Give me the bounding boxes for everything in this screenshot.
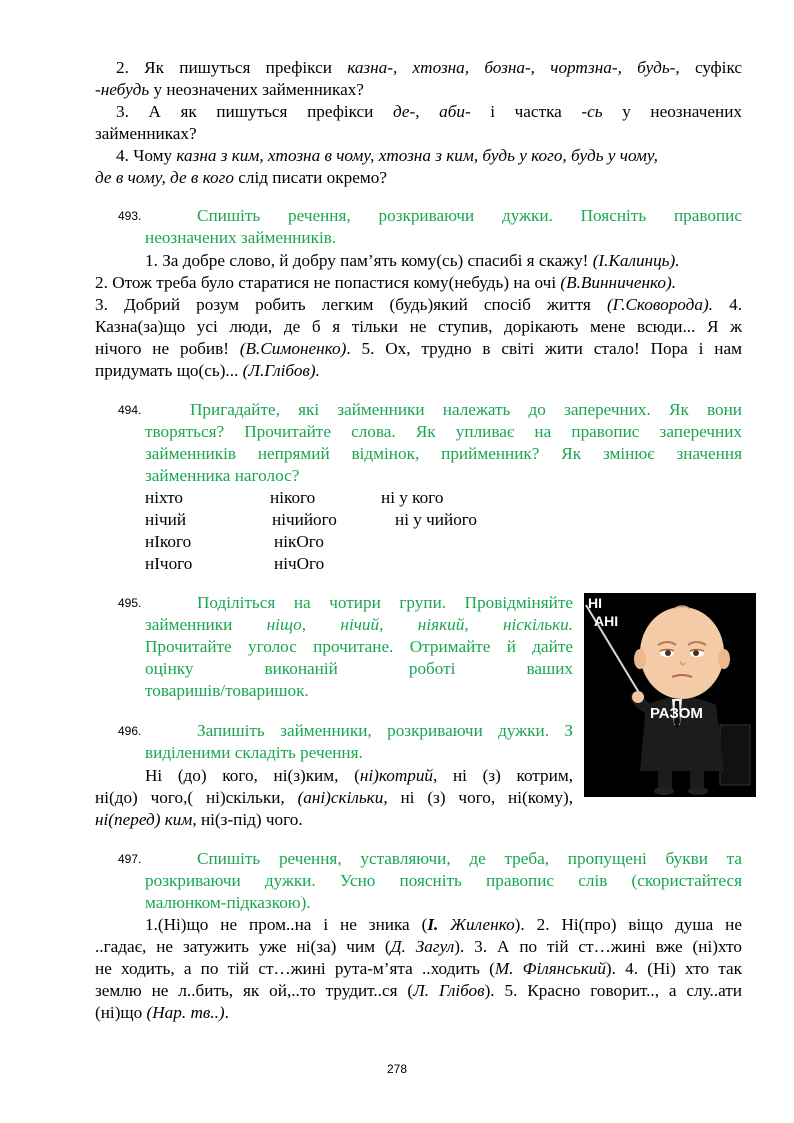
word-cell: нічийого xyxy=(272,510,337,529)
word-cell: ні у чийого xyxy=(395,510,478,529)
question-2-line-1: 2. Як пишуться префікси казна-, хтозна, бозна-, чортзна-, будь-, суфікс xyxy=(116,58,743,77)
exercise-497-task-line-1: Спишіть речення, уставляючи, де треба, пропущені букви та xyxy=(197,849,742,868)
exercise-496-task-line-2: виділеними складіть речення. xyxy=(145,743,363,762)
exercise-496-line-2: ні(до) чого,( ні)скільки, (ані)скільки, ні (з) чого, ні(кому), xyxy=(95,788,573,807)
exercise-495-task-line-1: Поділіться на чотири групи. Провідміняйте xyxy=(197,593,573,612)
question-3-line-1: 3. А як пишуться префікси де-, аби- і частка -сь у неозначених xyxy=(116,102,742,121)
word-cell: нІчого xyxy=(145,554,193,573)
exercise-497-number: 497. xyxy=(118,852,142,866)
word-cell: нІкого xyxy=(145,532,192,551)
exercise-496-line-1: Ні (до) кого, ні(з)ким, (ні)котрий, ні (з) котрим, xyxy=(145,766,573,785)
exercise-493-line-1: 1. За добре слово, й добру пам’ять кому(сь) спасибі я скажу! (І.Калинць). xyxy=(145,251,680,270)
question-4-line-1: 4. Чому казна з ким, хтозна в чому, хтозна з ким, будь у кого, будь у чому, xyxy=(116,146,658,165)
exercise-497-line-5: (ні)що (Нар. тв..). xyxy=(95,1003,229,1022)
exercise-495-task-line-4: оцінку виконаній роботі ваших xyxy=(145,659,573,678)
word-cell: ніхто xyxy=(145,488,184,507)
label-razom: РАЗОМ xyxy=(650,705,703,722)
page-number: 278 xyxy=(386,1062,408,1076)
exercise-495-task-line-2: займенники ніщо, нічий, ніякий, ніскільки. xyxy=(145,615,573,634)
word-cell: ні у кого xyxy=(381,488,444,507)
exercise-495-task-line-3: Прочитайте уголос прочитане. Отримайте й дайте xyxy=(145,637,573,656)
exercise-493-line-6: придумать що(сь)... (Л.Глібов). xyxy=(95,361,320,380)
exercise-494-task-line-3: займенників непрямий відмінок, прийменник? Як змінює значення xyxy=(145,444,742,463)
label-ani: АНІ xyxy=(594,613,619,629)
exercise-493-number: 493. xyxy=(118,209,142,223)
exercise-496-number: 496. xyxy=(118,724,142,738)
exercise-497-line-3: не ходить, а по тій ст…жині рута-м’ята ..ходить (М. Філянський). 4. (Ні) хто так xyxy=(95,959,742,978)
question-4-line-2: де в чому, де в кого слід писати окремо? xyxy=(95,168,387,187)
exercise-494-task-line-4: займенника наголос? xyxy=(145,466,300,485)
word-cell: нікого xyxy=(270,488,316,507)
exercise-494-task-line-1: Пригадайте, які займенники належать до заперечних. Як вони xyxy=(190,400,742,419)
exercise-497-task-line-2: розкриваючи дужки. Усно поясніть правопис слів (скористайтеся xyxy=(145,871,742,890)
exercise-497-line-2: ..гадає, не затужить уже ні(за) чим (Д. Загул). 3. А по тій ст…жині вже (ні)хто xyxy=(95,937,742,956)
exercise-493-task-line-2: неозначених займенників. xyxy=(145,228,337,247)
exercise-497-task-line-3: малюнком-підказкою). xyxy=(145,893,311,912)
exercise-493-line-5: нічого не робив! (В.Симоненко). 5. Ох, трудно в світі жити стало! Пора і нам xyxy=(95,339,742,358)
exercise-495-task-line-5: товаришів/товаришок. xyxy=(145,681,309,700)
exercise-495-number: 495. xyxy=(118,596,142,610)
exercise-493-line-3: 3. Добрий розум робить легким (будь)який спосіб життя (Г.Сковорода). 4. xyxy=(95,295,742,314)
exercise-497-line-1: 1.(Ні)що не пром..на і не зника (І. Жиленко). 2. Ні(про) віщо душа не xyxy=(145,915,742,934)
word-cell: нікОго xyxy=(274,532,324,551)
question-3-line-2: займенниках? xyxy=(95,124,197,143)
exercise-494-task-line-2: творяться? Прочитайте слова. Як упливає на правопис заперечних xyxy=(145,422,742,441)
exercise-496-task-line-1: Запишіть займенники, розкриваючи дужки. З xyxy=(197,721,573,740)
label-ni: НІ xyxy=(588,595,602,611)
exercise-496-line-3: ні(перед) ким, ні(з-під) чого. xyxy=(95,810,303,829)
word-cell: нічОго xyxy=(274,554,325,573)
exercise-493-task-line-1: Спишіть речення, розкриваючи дужки. Поясніть правопис xyxy=(197,206,742,225)
question-2-line-2: -небудь у неозначених займенниках? xyxy=(95,80,364,99)
boss-baby-illustration xyxy=(584,593,756,797)
exercise-497-line-4: землю не л..бить, як ой,..то трудит..ся (Л. Глібов). 5. Красно говорит.., а слу..ати xyxy=(95,981,742,1000)
exercise-494-number: 494. xyxy=(118,403,142,417)
word-cell: нічий xyxy=(145,510,187,529)
exercise-493-line-2: 2. Отож треба було старатися не попастися кому(небудь) на очі (В.Винниченко). xyxy=(95,273,677,292)
exercise-493-line-4: Казна(за)що усі люди, де б я тільки не ступив, дорікають мене всюди... Я ж xyxy=(95,317,742,336)
